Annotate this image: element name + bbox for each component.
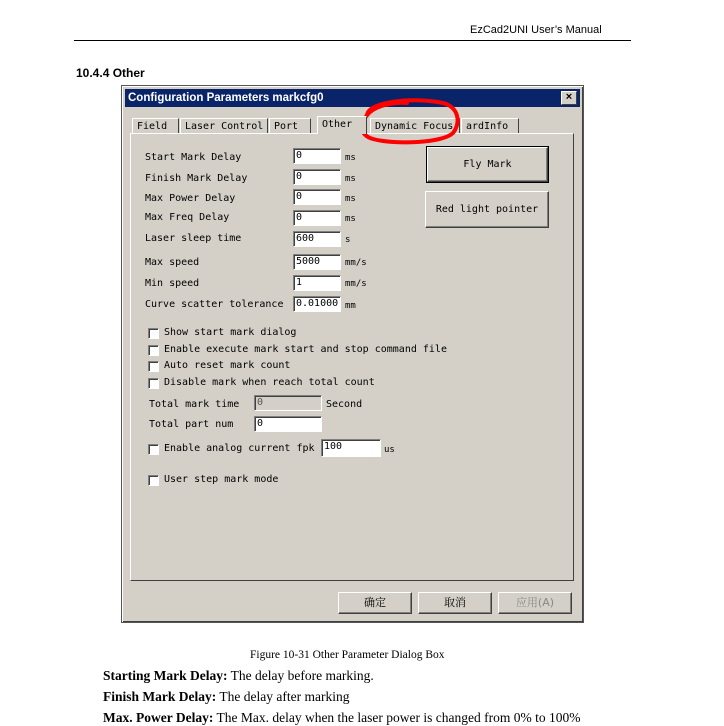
- tab-cardinfo[interactable]: ardInfo: [461, 118, 519, 133]
- close-icon[interactable]: ×: [561, 91, 577, 105]
- checkbox-label: Auto reset mark count: [164, 360, 291, 371]
- checkbox-label: Enable execute mark start and stop command file: [164, 344, 447, 355]
- dialog-titlebar: [125, 89, 580, 107]
- param-unit: ms: [345, 174, 356, 184]
- fly-mark-button[interactable]: Fly Mark: [427, 147, 548, 182]
- start-mark-delay-input[interactable]: 0: [293, 148, 341, 164]
- param-label: Finish Mark Delay: [145, 173, 248, 184]
- ok-button[interactable]: 确定: [338, 592, 412, 614]
- body-desc: The Max. delay when the laser power is changed from 0% to 100%: [213, 710, 581, 725]
- param-label: Curve scatter tolerance: [145, 299, 284, 310]
- tab-field[interactable]: Field: [132, 118, 179, 133]
- body-desc: The delay before marking.: [227, 668, 374, 683]
- param-unit: mm/s: [345, 279, 367, 289]
- apply-button[interactable]: 应用(A): [498, 592, 572, 614]
- param-label: Laser sleep time: [145, 233, 242, 244]
- param-label: Start Mark Delay: [145, 152, 242, 163]
- body-term: Max. Power Delay:: [103, 710, 214, 725]
- param-label: Max Power Delay: [145, 193, 236, 204]
- total-mark-time-field: 0: [254, 395, 322, 411]
- auto-reset-mark-count-checkbox[interactable]: [148, 361, 159, 372]
- checkbox-label: Enable analog current fpk: [164, 443, 315, 454]
- user-step-mark-mode-checkbox[interactable]: [148, 475, 159, 486]
- config-dialog: [121, 85, 584, 623]
- analog-fpk-input[interactable]: 100: [321, 439, 381, 457]
- tab-laser-control[interactable]: Laser Control: [180, 118, 268, 133]
- body-term: Starting Mark Delay:: [103, 668, 228, 683]
- body-desc: The delay after marking: [216, 689, 350, 704]
- checkbox-label: User step mark mode: [164, 474, 279, 485]
- param-label: Max speed: [145, 257, 200, 268]
- param-unit: s: [345, 235, 351, 245]
- checkbox-label: Show start mark dialog: [164, 327, 297, 338]
- param-label: Max Freq Delay: [145, 212, 230, 223]
- param-unit: mm: [345, 301, 356, 311]
- checkbox-label: Disable mark when reach total count: [164, 377, 375, 388]
- enable-command-file-checkbox[interactable]: [148, 345, 159, 356]
- body-line: [103, 668, 374, 684]
- total-part-num-input[interactable]: 0: [254, 416, 322, 432]
- analog-unit: us: [384, 445, 395, 455]
- tab-other[interactable]: Other: [317, 116, 367, 134]
- param-unit: mm/s: [345, 258, 367, 268]
- body-term: Finish Mark Delay:: [103, 689, 217, 704]
- tab-dynamic-focus[interactable]: Dynamic Focus: [370, 118, 460, 133]
- max-power-delay-input[interactable]: 0: [293, 189, 341, 205]
- total-mark-time-unit: Second: [326, 399, 363, 410]
- cancel-button[interactable]: 取消: [418, 592, 492, 614]
- figure-caption: Figure 10-31 Other Parameter Dialog Box: [250, 649, 445, 661]
- body-line: [103, 689, 349, 705]
- show-start-mark-dialog-checkbox[interactable]: [148, 328, 159, 339]
- tab-port[interactable]: Port: [269, 118, 311, 133]
- laser-sleep-time-input[interactable]: 600: [293, 231, 341, 247]
- page-header-text: EzCad2UNI User’s Manual: [470, 24, 602, 36]
- param-unit: ms: [345, 214, 356, 224]
- body-line: [103, 710, 581, 726]
- disable-mark-total-count-checkbox[interactable]: [148, 378, 159, 389]
- max-freq-delay-input[interactable]: 0: [293, 210, 341, 226]
- total-mark-time-label: Total mark time: [149, 399, 240, 410]
- dialog-title: Configuration Parameters markcfg0: [128, 92, 324, 104]
- param-unit: ms: [345, 194, 356, 204]
- finish-mark-delay-input[interactable]: 0: [293, 169, 341, 185]
- curve-scatter-tolerance-input[interactable]: 0.01000: [293, 296, 341, 312]
- other-tab-panel: [130, 133, 574, 581]
- max-speed-input[interactable]: 5000: [293, 254, 341, 270]
- header-rule: [74, 40, 631, 41]
- red-light-pointer-button[interactable]: Red light pointer: [425, 191, 549, 228]
- enable-analog-current-checkbox[interactable]: [148, 444, 159, 455]
- param-label: Min speed: [145, 278, 200, 289]
- annotation-circle: [355, 93, 465, 149]
- section-title: 10.4.4 Other: [76, 66, 145, 80]
- total-part-num-label: Total part num: [149, 419, 234, 430]
- min-speed-input[interactable]: 1: [293, 275, 341, 291]
- param-unit: ms: [345, 153, 356, 163]
